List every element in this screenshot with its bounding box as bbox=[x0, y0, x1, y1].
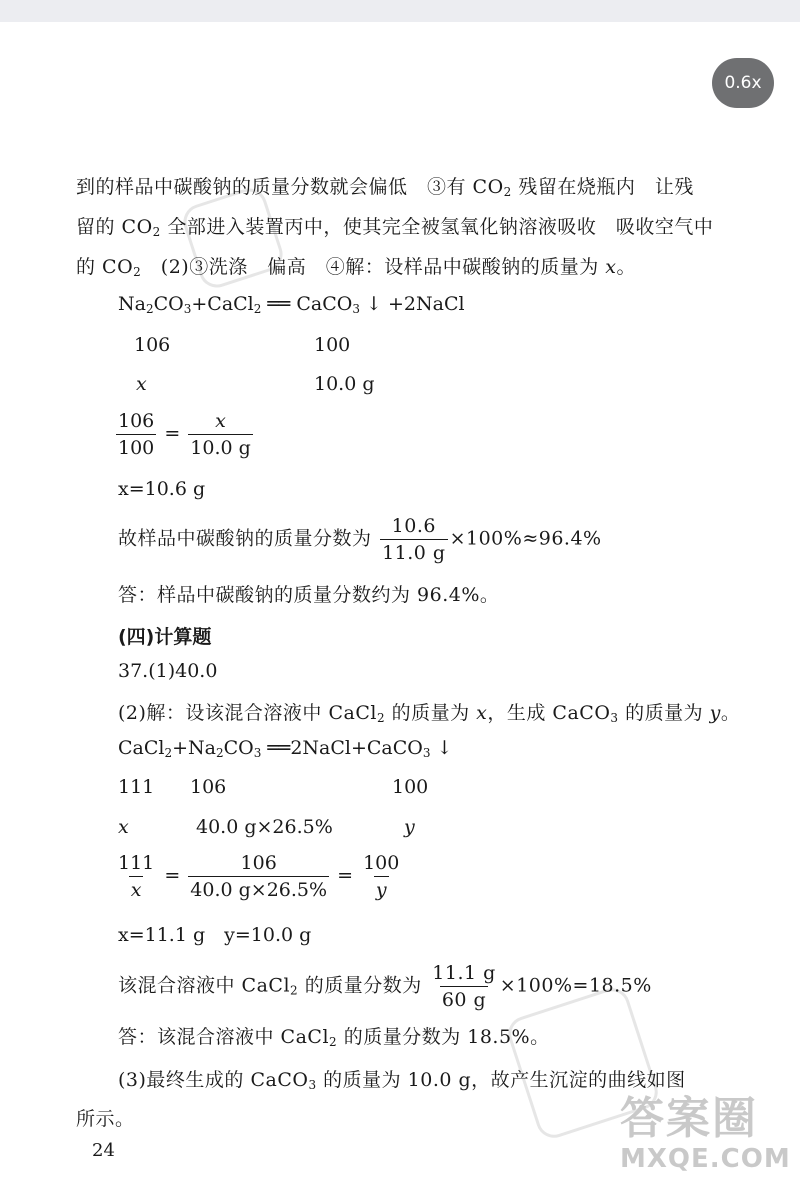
answer-line: 答：该混合溶液中 CaCl$_2$ 的质量分数为 18.5%。 bbox=[118, 1026, 550, 1049]
text-line: 留的 $CO_2$ 全部进入装置丙中，使其完全被氢氧化钠溶液吸收 吸收空气中 bbox=[76, 216, 714, 239]
ratio-line: 111 bbox=[118, 776, 155, 798]
question-number: 37.(1)40.0 bbox=[118, 660, 218, 682]
text-line: 到的样品中碳酸钠的质量分数就会偏低 ③有 $CO_2$ 残留在烧瓶内 让残 bbox=[76, 176, 694, 199]
result-line: x=11.1 g y=10.0 g bbox=[118, 924, 312, 946]
fraction-equation: $\frac{106}{100}$ = $\frac{x}{10.0 g}$ bbox=[118, 410, 251, 459]
ratio-line: x bbox=[118, 816, 129, 838]
mass-fraction-line: 故样品中碳酸钠的质量分数为 $\frac{10.6}{11.0 g}$ ×100%≈96.4% bbox=[118, 515, 602, 564]
chemical-equation: $CaCl_2+Na_2CO_3$ ══2NaCl+CaCO$_3$ ↓ bbox=[118, 737, 453, 760]
ratio-line: 10.0 g bbox=[314, 373, 375, 395]
text-line: (2)解：设该混合溶液中 CaCl$_2$ 的质量为 x，生成 CaCO$_3$ 的质量为 y。 bbox=[118, 702, 741, 725]
ratio-line: 106 bbox=[190, 776, 227, 798]
text-line: 所示。 bbox=[76, 1108, 135, 1130]
section-heading: (四)计算题 bbox=[118, 626, 212, 648]
zoom-level-badge[interactable]: 0.6x bbox=[712, 58, 774, 108]
page-number: 24 bbox=[92, 1140, 115, 1161]
answer-line: 答：样品中碳酸钠的质量分数约为 96.4%。 bbox=[118, 584, 500, 606]
mass-fraction-line: 该混合溶液中 CaCl$_2$ 的质量分数为 $\frac{11.1 g}{60 g}$ ×100%=18.5% bbox=[118, 962, 652, 1011]
watermark-url: MXQE.COM bbox=[620, 1144, 791, 1174]
ratio-line: y bbox=[404, 816, 415, 838]
text-line: (3)最终生成的 CaCO$_3$ 的质量为 10.0 g，故产生沉淀的曲线如图 bbox=[118, 1069, 686, 1092]
result-line: x=10.6 g bbox=[118, 478, 206, 500]
ratio-line: 100 bbox=[314, 334, 351, 356]
watermark-logo: 答案圈 bbox=[620, 1093, 758, 1144]
fraction-equation: $\frac{111}{x}$ = $\frac{106}{40.0 g\times 26.5\%}$ = $\frac{100}{y}$ bbox=[118, 852, 400, 901]
ratio-line: 40.0 g×26.5% bbox=[196, 816, 333, 838]
viewer-top-bar bbox=[0, 0, 800, 22]
ratio-line: 100 bbox=[392, 776, 429, 798]
ratio-line: x bbox=[136, 373, 147, 395]
site-watermark bbox=[620, 1095, 790, 1185]
text-line: 的 $CO_2$ (2)③洗涤 偏高 ④解：设样品中碳酸钠的质量为 x。 bbox=[76, 256, 636, 279]
chemical-equation: $Na_2CO_3+CaCl_2$ ══ CaCO$_3$ ↓ +2NaCl bbox=[118, 293, 465, 316]
ratio-line: 106 bbox=[134, 334, 171, 356]
